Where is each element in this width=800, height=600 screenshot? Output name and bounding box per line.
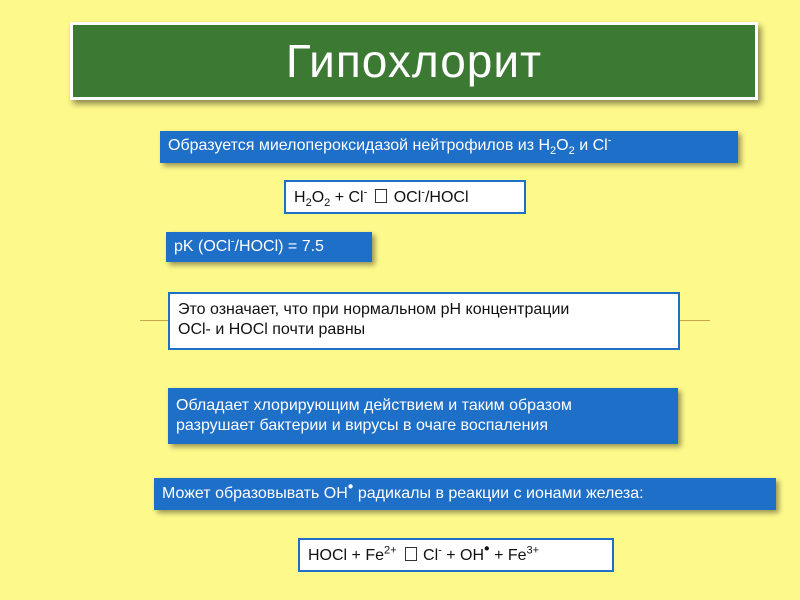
reaction-box-1 — [284, 180, 526, 214]
o2-subscript: 2 — [568, 145, 575, 158]
pk-text: pK (OCl — [174, 238, 231, 255]
r1-h: H — [294, 189, 306, 206]
r1-sup1: - — [363, 186, 368, 199]
r2-dot: • — [484, 540, 490, 558]
formation-text: Образуется миелопероксидазой нейтрофилов из H — [168, 137, 551, 154]
radical-dot: • — [347, 478, 354, 496]
h2-subscript: 2 — [550, 145, 557, 158]
formation-box — [160, 131, 738, 163]
slide-title: Гипохлорит — [70, 22, 758, 100]
r2-fe: + Fe — [489, 547, 527, 564]
arrow-placeholder-icon — [375, 189, 387, 203]
divider-left — [140, 320, 170, 321]
r2-sup1: 2+ — [384, 544, 397, 557]
meaning-line-1: Это означает, что при нормальном pH концентрации — [178, 301, 570, 318]
reaction-box-2 — [298, 538, 614, 572]
r1-o: O — [311, 189, 325, 206]
radical-text-a: Может образовывать OH — [162, 485, 348, 502]
pk-box — [166, 232, 372, 262]
r2-oh: + OH — [441, 547, 485, 564]
formation-o: O — [556, 137, 569, 154]
chlorinating-line-2: разрушает бактерии и вирусы в очаге воспаления — [176, 417, 548, 434]
meaning-box — [168, 292, 680, 350]
pk-sup: - — [230, 235, 235, 248]
radical-text-b: радикалы в реакции с ионами железа: — [353, 485, 644, 502]
r2-hocl: HOCl + Fe — [308, 547, 385, 564]
r1-sup2: - — [421, 186, 425, 199]
r1-cl: + Cl — [330, 189, 364, 206]
pk-value: /HOCl) = 7.5 — [234, 238, 324, 255]
radical-box — [154, 478, 776, 510]
chlorinating-line-1: Обладает хлорирующим действием и таким образом — [176, 397, 572, 414]
arrow-placeholder-icon-2 — [405, 547, 417, 561]
formation-cl: и Cl — [574, 137, 608, 154]
r2-cl: Cl — [418, 547, 439, 564]
r2-sup3: 3+ — [526, 544, 540, 557]
r1-sub1: 2 — [305, 197, 312, 210]
r2-sup2: - — [438, 544, 442, 557]
divider-right — [678, 320, 710, 321]
cl-superscript: - — [607, 134, 612, 147]
r1-hocl: /HOCl — [424, 189, 469, 206]
meaning-line-2: OCl- и HOCl почти равны — [178, 321, 366, 338]
chlorinating-box — [168, 388, 678, 444]
r1-ocl: OCl — [389, 189, 422, 206]
r1-sub2: 2 — [324, 197, 331, 210]
